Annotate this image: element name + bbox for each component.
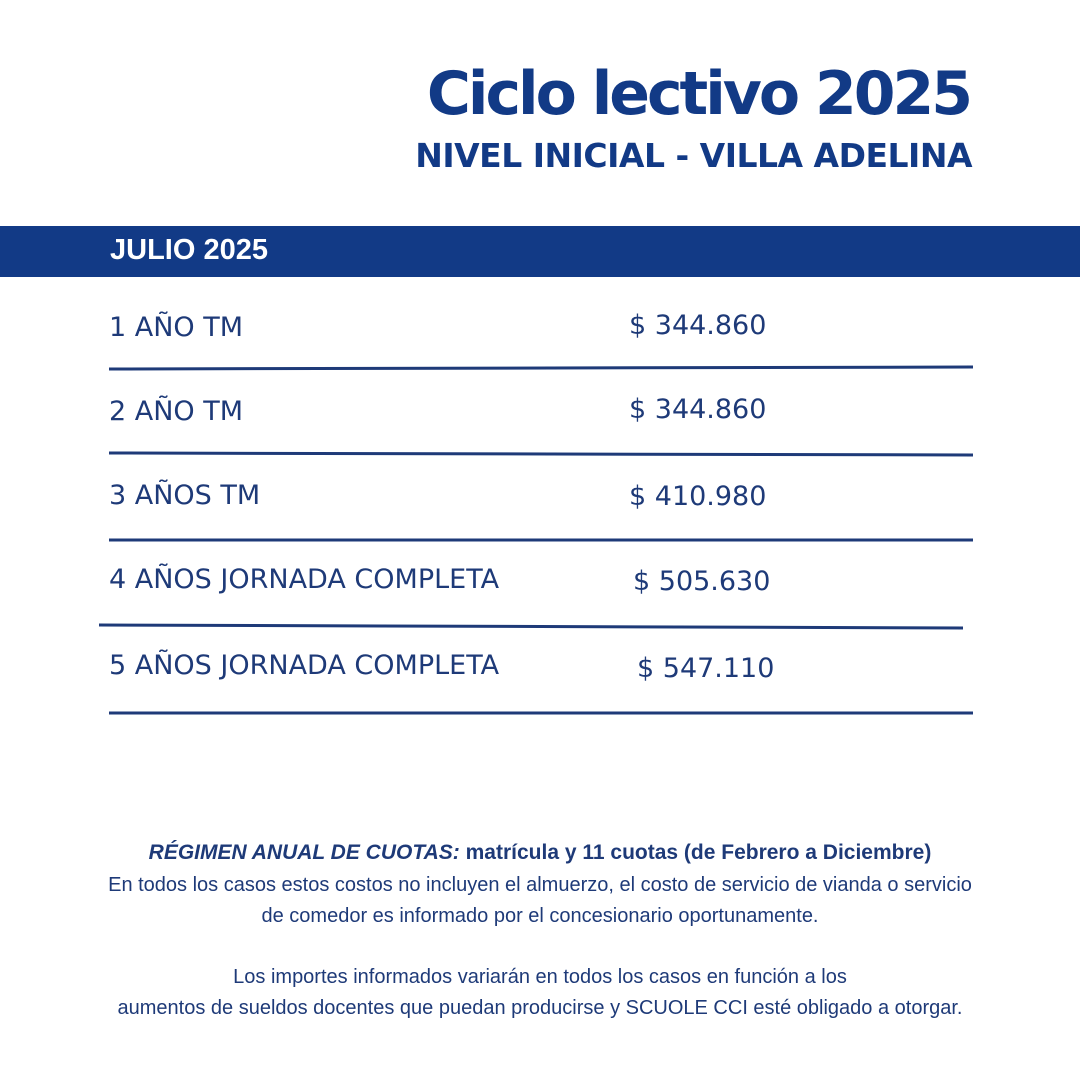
row-label-1: 1 AÑO TM (109, 312, 244, 343)
row-price-5: $ 547.110 (637, 653, 775, 684)
page-title: Ciclo lectivo 2025 (426, 59, 970, 129)
regime-label: RÉGIMEN ANUAL DE CUOTAS: (148, 841, 460, 864)
regime-text: matrícula y 11 cuotas (de Febrero a Diciembre) (459, 841, 932, 864)
disclaimer-line-1: Los importes informados variarán en todos los casos en función a los (233, 966, 847, 988)
row-label-2: 2 AÑO TM (109, 396, 244, 427)
row-divider-2 (109, 453, 973, 455)
row-divider-1 (109, 367, 973, 369)
row-label-5: 5 AÑOS JORNADA COMPLETA (109, 650, 500, 681)
disclaimer-line-2: aumentos de sueldos docentes que puedan producirse y SCUOLE CCI esté obligado a otorgar. (117, 997, 963, 1019)
row-label-3: 3 AÑOS TM (109, 480, 261, 511)
note-line-1: En todos los casos estos costos no incluyen el almuerzo, el costo de servicio de vianda o servicio (108, 874, 972, 896)
page-subtitle: NIVEL INICIAL - VILLA ADELINA (415, 136, 972, 175)
row-divider-4 (99, 625, 963, 628)
month-label: JULIO 2025 (110, 234, 268, 266)
note-line-2: de comedor es informado por el concesionario oportunamente. (261, 905, 819, 927)
row-price-2: $ 344.860 (629, 394, 767, 425)
row-label-4: 4 AÑOS JORNADA COMPLETA (109, 564, 500, 595)
row-price-1: $ 344.860 (629, 310, 767, 341)
regime-note (0, 837, 1080, 868)
row-price-4: $ 505.630 (633, 566, 771, 597)
row-price-3: $ 410.980 (629, 481, 767, 512)
